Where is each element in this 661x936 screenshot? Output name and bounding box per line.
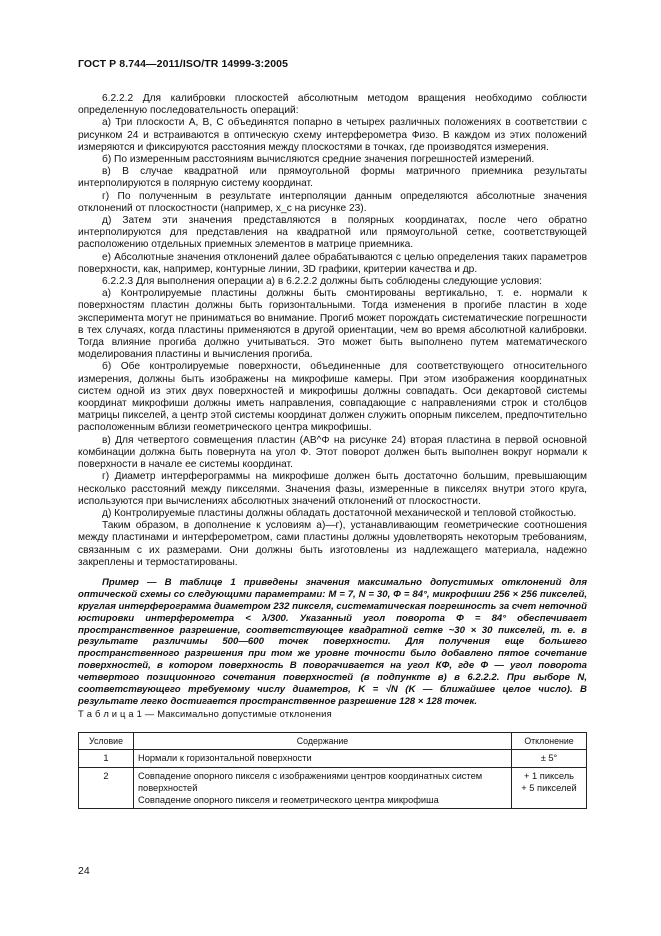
paragraph: 6.2.2.3 Для выполнения операции а) в 6.2.2.2 должны быть соблюдены следующие условия:	[102, 276, 542, 288]
table-row	[79, 767, 587, 809]
cell-deviation	[512, 750, 587, 767]
paragraph: а) Контролируемые пластины должны быть смонтированы вертикально, т. е. нормали к поверхностям пластин должны быть горизонтальными. Тогда изменения в прогибе пластин в ходе эксперимента могут не приниматься во внимание. Прогиб может порождать систематические погрешности в тех случаях, когда пластины применяются в другой ориентации, чем во время абсолютной калибровки. Тогда влияние прогиба должно учитываться. Это может быть выполнено путем математического моделирования пластины и вычисления прогиба.	[78, 288, 587, 361]
paragraph: в) Для четвертого совмещения пластин (АВ^Φ на рисунке 24) вторая пластина в первой основной комбинации должна быть повернута на угол Φ. Этот поворот должен быть выполнен вокруг нормали к поверхности в начале ее системы координат.	[78, 434, 587, 471]
document-body	[78, 93, 587, 809]
table-caption: Т а б л и ц а 1 — Максимально допустимые отклонения	[78, 707, 332, 719]
paragraph: е) Абсолютные значения отклонений далее обрабатываются с целью определения таких параметров поверхности, как, например, контурные линии, 3D графики, критерии качества и др.	[78, 251, 587, 275]
paragraph: д) Контролируемые пластины должны обладать достаточной механической и тепловой стойкостью.	[102, 507, 577, 519]
document-header: ГОСТ Р 8.744—2011/ISO/TR 14999-3:2005	[78, 58, 289, 70]
cell-deviation-line: + 1 пиксель	[524, 770, 574, 781]
deviations-table	[78, 732, 587, 809]
cell-condition: 2	[79, 767, 134, 809]
example-text-end: (K — ближайшее целое число). В результате легко достигается пространственное разрешение 128 × 128 точек.	[78, 684, 587, 707]
paragraph: б) Обе контролируемые поверхности, объединенные для соответствующего относительного измерения, должны быть изображены на микрофише камеры. При этом изображения координатных систем одной из этих двух поверхностей и микрофишы должны совпадать. Оси декартовой системы координат микрофиши должны иметь направления, совпадающие с направлениями строк и столбцов матрицы пикселей, а центр этой системы координат должен служить опорным пикселем, предпочтительно расположенным вблизи геометрического центра микрофишы.	[78, 361, 587, 434]
paragraph: 6.2.2.2 Для калибровки плоскостей абсолютным методом вращения необходимо соблюсти определенную последовательность операций:	[78, 93, 587, 117]
paragraph: д) Затем эти значения представляются в полярных координатах, после чего обратно интерполируются для представления на квадратной или прямоугольной сетке, соответствующей расположению отдельных приемных элементов в матрице приемника.	[78, 215, 587, 251]
cell-content	[134, 767, 512, 809]
cell-deviation	[512, 767, 587, 809]
column-header-condition: Условие	[79, 733, 134, 750]
column-header-deviation: Отклонение	[512, 733, 587, 750]
paragraph: г) По полученным в результате интерполяции данным определяются абсолютные значения отклонений от плоскостности (например, x_c на рисунке 23).	[78, 190, 587, 214]
cell-content-line: Совпадение опорного пикселя и геометрического центра микрофиша	[138, 794, 439, 805]
example-text: Пример — В таблице 1 приведены значения максимально допустимых отклонений для оптической схемы со следующими параметрами: М = 7, N = 30, Φ = 84°, микрофиши 256 × 256 пикселей, круглая интерферограмма диаметром 232 пикселя, систематическая погрешность за счет неточной юстировки интерферометра < λ/300. Указанный угол поворота Φ = 84° обеспечивает пространственное разрешение, соответствующее квадратной сетке ~30 × 30 пикселей, т. е. в результате различимы 500—600 точек поверхности. Для получения еще большего пространственного разрешения при том же уровне точности было добавлено пятое сочетание поверхностей, в котором поверхность В поворачивается на угол КΦ, где Φ — угол поворота четвертого позиционного сочетания поверхностей (в подпункте в) в 6.2.2.2. При выборе N, соответствующего требуемому числу диаметров,	[78, 576, 587, 696]
cell-content-line: Совпадение опорного пикселя с изображениями центров координатных систем поверхностей	[138, 770, 483, 793]
cell-deviation-line: + 5 пикселей	[521, 782, 577, 793]
cell-condition: 1	[79, 750, 134, 767]
paragraph: в) В случае квадратной или прямоугольной формы матричного приемника результаты интерполируются в полярную систему координат.	[78, 166, 587, 190]
cell-content	[134, 750, 512, 767]
table-row	[79, 750, 587, 767]
paragraph: Таким образом, в дополнение к условиям а)—г), устанавливающим геометрические соотношения между пластинами и интерферометром, сами пластины должны удовлетворять некоторым требованиям, связанным с их размерами. Они должны быть изготовлены из надлежащего материала, надежно закреплены и термостатированы.	[78, 520, 587, 568]
column-header-content: Содержание	[134, 733, 512, 750]
page-number: 24	[78, 865, 90, 877]
paragraph: б) По измеренным расстояниям вычисляются средние значения погрешностей измерений.	[102, 154, 535, 166]
cell-content-line: Нормали к горизонтальной поверхности	[138, 753, 312, 764]
example-note	[78, 577, 587, 708]
formula: K = √N	[358, 684, 398, 696]
paragraph: г) Диаметр интерферограммы на микрофише должен быть достаточно большим, превышающим несколько расстояний между пикселями. Значения фазы, измеренные в пикселях внутри этого круга, используются при вычислениях абсолютных значений отклонений от плоскостности.	[78, 471, 587, 507]
table-header-row	[79, 733, 587, 750]
paragraph: а) Три плоскости А, В, С объединятся попарно в четырех различных положениях в соответствии с рисунком 24 и встраиваются в оптическую схему интерферометра Физо. В каждом из этих положений измеряются и фиксируются расстояния между плоскостями в точках, где производятся измерения.	[78, 117, 587, 153]
cell-deviation-line: ± 5°	[540, 753, 558, 764]
